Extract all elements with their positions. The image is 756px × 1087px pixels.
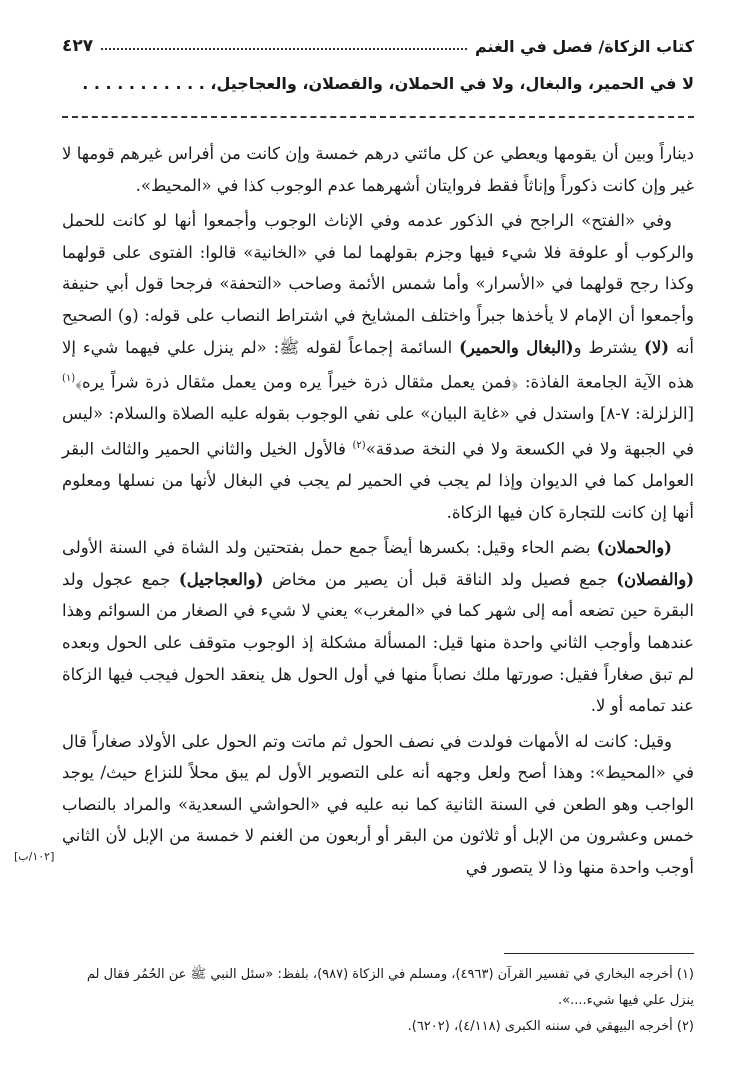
footnote-ref-2[interactable]: (٢) (352, 439, 366, 451)
keyword-humlan: (والحملان) (596, 538, 672, 558)
matn-divider-rule (62, 116, 694, 118)
header-dot-leader (101, 48, 467, 50)
keyword-fuslan: (والفصلان) (616, 569, 694, 589)
footnote-2: (٢) أخرجه البيهقي في سننه الكبرى (٤/١١٨)، (٦٢٠٢). (407, 1019, 694, 1034)
book-chapter-title: كتاب الزكاة/ فصل في الغنم (474, 37, 694, 56)
running-header (62, 30, 694, 56)
paragraph-1: ديناراً وبين أن يقومها ويعطي عن كل مائتي درهم خمسة وإن كانت من أفراس غيرهم قومها لا غير وإن كانت ذكوراً وإناثاً فقط فروايتان أشهرهما عدم الوجوب كذا في «المحيط». (62, 144, 694, 195)
keyword-bighal-hamir: (البغال والحمير) (459, 337, 574, 357)
footnote-divider (504, 953, 694, 954)
paragraph-4: وقيل: كانت له الأمهات فولدت في نصف الحول ثم ماتت وتم الحول على الأولاد صغاراً قال في «المحيط»: وهذا أصح ولعل وجهه أنه على التصوير الأول لم يبق محلاً للنزاع حيث/ يوجد الواجب وهو الطعن في السنة الثانية كما نبه عليه في «الحواشي السعدية» والمراد بالنصاب خمس وعشرون من الإبل أو ثلاثون من البقر أو أربعون من الغنم لا خمسة من الإبل لأن الثاني أوجب واحدة منها وذا لا يتصور في (62, 731, 694, 878)
footnotes (62, 962, 694, 1040)
keyword-la: (لا) (644, 337, 670, 357)
keyword-ajajil: (والعجاجيل) (178, 569, 264, 589)
commentary-body (62, 138, 694, 888)
paragraph-2-tail: فالأول الخيل والثاني الحمير والثالث البقر العوامل كما في الديوان وإذا لم يجب في الحمير لم يجب في البغال لأنها من نسلها ومعلوم أنها إن كانت للتجارة كان فيها الزكاة. (62, 439, 694, 522)
paragraph-2-mid: يشترط و (573, 337, 645, 357)
paragraph-3-a: بضم الحاء وقيل: بكسرها أيضاً جمع حمل بفتحتين ولد الشاة في السنة الأولى (62, 538, 597, 558)
paragraph-2-end: [الزلزلة: ٧-٨] واستدل في «غاية البيان» على نفي الوجوب بقوله عليه الصلاة والسلام: «ليس في الجبهة ولا في الكسعة ولا في النخة صدقة» (62, 404, 694, 459)
paragraph-2 (62, 205, 694, 528)
matn-text-line: لا في الحمير، والبغال، ولا في الحملان، والفصلان، والعجاجيل، . . . . . . . . . . . (82, 74, 694, 93)
manuscript-folio-note: [١٠٢/ب] (14, 850, 55, 863)
footnote-1: (١) أخرجه البخاري في تفسير القرآن (٤٩٦٣)، ومسلم في الزكاة (٩٨٧)، بلفظ: «سئل النبي ﷺ عن الحُمُر فقال لم ينزل علي فيها شيء....». (86, 967, 694, 1008)
paragraph-3 (62, 532, 694, 722)
page-number: ٤٢٧ (62, 36, 94, 56)
paragraph-2-cont: السائمة إجماعاً لقوله ﷺ: «لم ينزل علي فيهما شيء إلا هذه الآية الجامعة الفاذة: ﴿فمن يعمل مثقال ذرة خيراً يره ومن يعمل مثقال ذرة شراً يره﴾ (62, 337, 694, 392)
paragraph-3-b: جمع فصيل ولد الناقة قبل أن يصير من مخاض (263, 569, 617, 589)
paragraph-3-c: جمع عجول ولد البقرة حين تضعه أمه إلى شهر كما في «المغرب» يعني لا شيء في الصغار من السوائم وهذا عندهما وأوجب الثاني واحدة منها قيل: المسألة مشكلة إذ الوجوب متوقف على الحول وبعده لم تبق صغاراً فقيل: صورتها ملك نصاباً منها في أول الحول هل ينعقد الحول فيجب فيها الزكاة عند تمامه أو لا. (62, 569, 694, 716)
footnote-ref-1[interactable]: (١) (62, 373, 76, 385)
paragraph-2-text: وفي «الفتح» الراجح في الذكور عدمه وفي الإناث الوجوب وأجمعوا أنها لو كانت للحمل والركوب أو علوفة فلا شيء فيها وجزم بقولهما لما في «الخانية» قالوا: الفتوى على قولهما وكذا رجح قولهما في «الأسرار» وأما شمس الأئمة وصاحب «التحفة» فرجحا قول أبي حنيفة وأجمعوا أن الإمام لا يأخذها جبراً واختلف المشايخ في اشتراط النصاب على قوله: (و) الصحيح أنه (62, 211, 695, 357)
